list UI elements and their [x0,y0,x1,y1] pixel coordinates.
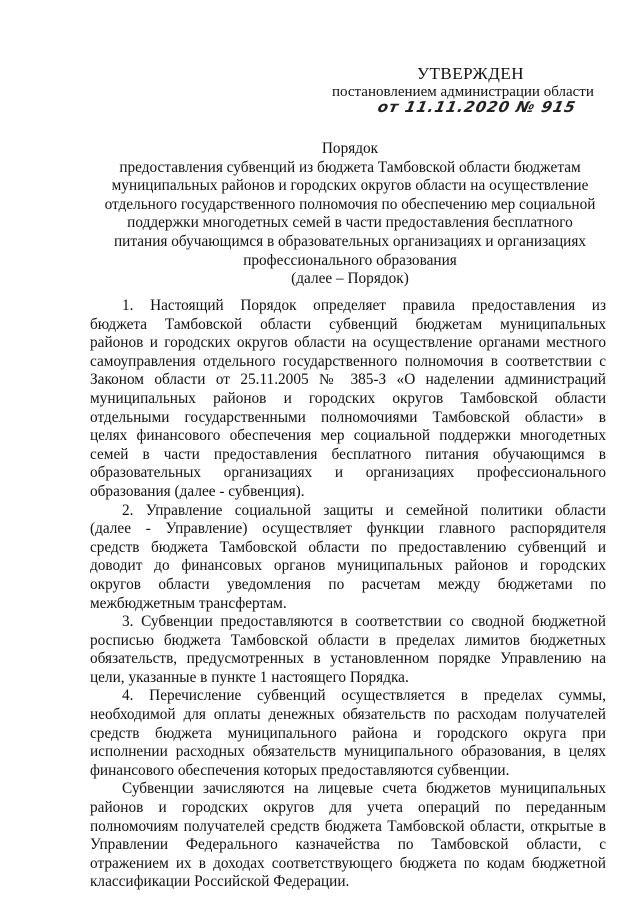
paragraph-line: обязательств, предусмотренных в установленном порядке Управлению на [90,650,606,668]
paragraph-line: Субвенции зачисляются на лицевые счета бюджетов муниципальных [122,780,606,798]
paragraph-line: средств бюджета Тамбовской области по предоставлению субвенций и [90,538,606,556]
approved-heading: УТВЕРЖДЕН [417,64,524,83]
paragraph-line: доводит до финансовых органов муниципальных районов и городских [90,557,606,575]
title-line: (далее – Порядок) [291,270,409,288]
body-paragraph [90,780,606,892]
title-line: Порядок [321,140,379,157]
paragraph-line: полномочиям получателей средств бюджета Тамбовской области, открытые в [90,817,606,835]
paragraph-line: классификации Российской Федерации. [90,873,350,891]
paragraph-line: цели, указанные в пункте 1 настоящего Порядка. [90,668,409,686]
body-paragraph [90,687,606,780]
document-title [90,140,610,289]
paragraph-line: 1. Настоящий Порядок определяет правила предоставления из [122,297,606,314]
paragraph-line: исполнении расходных обязательств муниципального образования, в целях [90,743,606,761]
paragraph-line: 4. Перечисление субвенций осуществляется в пределах суммы, [122,687,606,705]
paragraph-line: Управлении Федерального казначейства по Тамбовской области, с [90,836,606,854]
paragraph-line: семей в части предоставления бесплатного питания обучающимся в [90,445,606,463]
paragraph-line: районов и городских округов для учета операций по переданным [90,799,606,817]
paragraph-line: образования (далее - субвенция). [90,482,305,500]
title-line: муниципальных районов и городских округов области на осуществление [111,177,589,195]
title-line: профессионального образования [243,251,457,269]
title-line: отдельного государственного полномочия по обеспечению мер социальной [104,195,596,213]
document-body [90,297,606,892]
paragraph-line: бюджета Тамбовской области субвенций бюджетам муниципальных [90,315,606,333]
paragraph-line: отражением их в доходах соответствующего бюджета по кодам бюджетной [90,854,606,872]
paragraph-line: целях финансового обеспечения мер социальной поддержки многодетных [90,427,606,445]
paragraph-line: 2. Управление социальной защиты и семейной политики области [122,501,606,519]
title-line: питания обучающимся в образовательных организациях и организациях [114,232,586,250]
paragraph-line: округов области уведомления по расчетам между бюджетами по [90,575,606,593]
body-paragraph [90,502,606,614]
body-paragraph [90,613,606,687]
paragraph-line: росписью бюджета Тамбовской области в пределах лимитов бюджетных [90,631,606,649]
paragraph-line: финансового обеспечения которых предоставляются субвенции. [90,761,510,779]
paragraph-line: необходимой для оплаты денежных обязательств по расходам получателей [90,706,606,724]
paragraph-line: муниципальных районов и городских округов Тамбовской области [90,389,606,407]
paragraph-line: районов и городских округов области на осуществление органами местного [90,334,606,352]
paragraph-line: (далее - Управление) осуществляет функции главного распорядителя [90,520,606,538]
title-line: предоставления субвенций из бюджета Тамбовской области бюджетам [119,158,581,176]
paragraph-line: отдельными государственными полномочиями Тамбовской области» в [90,408,606,426]
paragraph-line: межбюджетным трансфертам. [90,594,287,612]
paragraph-line: образовательных организациях и организациях профессионального [90,464,606,482]
approved-by-text: постановлением администрации области [332,84,594,100]
handwritten-date-number: от 11.11.2020 № 915 [376,98,578,116]
paragraph-line: Законом области от 25.11.2005 № 385-З «О наделении администраций [90,371,606,389]
paragraph-line: средств бюджета муниципального района и городского округа при [90,724,606,742]
paragraph-line: самоуправления отдельного государственного полномочия в соответствии с [90,352,606,370]
paragraph-line: 3. Субвенции предоставляются в соответствии со сводной бюджетной [122,613,606,631]
body-paragraph [90,297,606,502]
title-line: поддержки многодетных семей в части предоставления бесплатного [127,214,573,232]
